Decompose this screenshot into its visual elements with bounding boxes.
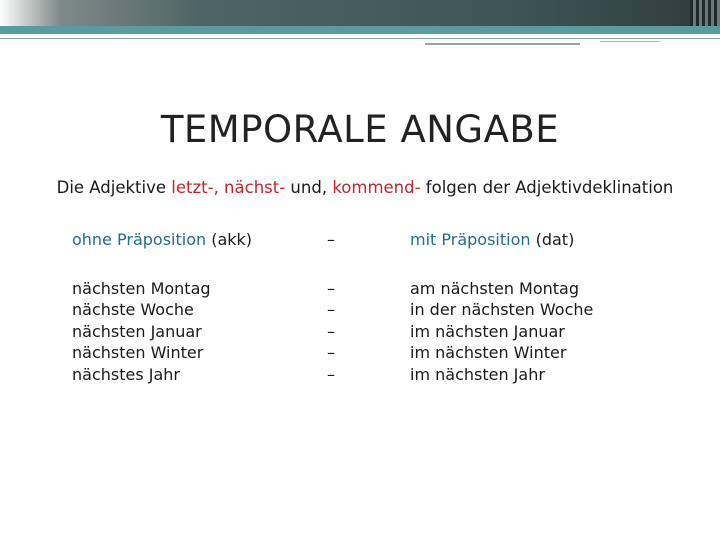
header-stripes: [690, 0, 720, 26]
right-header-term: mit Präposition: [410, 230, 531, 249]
list-item: im nächsten Jahr: [410, 364, 545, 384]
header-rule: [0, 38, 720, 39]
dash: –: [327, 321, 335, 341]
intro-suffix: folgen der Adjektivdeklination: [420, 178, 674, 197]
left-column-header: [72, 229, 252, 251]
intro-highlight-letzt-naechst: letzt-, nächst-: [171, 178, 286, 197]
list-item: nächsten Montag: [72, 278, 211, 298]
dash: –: [327, 278, 335, 298]
intro-highlight-kommend: kommend-: [332, 178, 421, 197]
middle-column: [327, 229, 335, 385]
dash: –: [327, 300, 335, 319]
intro-prefix: Die Adjektive: [56, 178, 172, 197]
intro-sentence: [0, 178, 720, 197]
left-header-case: (akk): [206, 230, 253, 249]
left-header-term: ohne Präposition: [72, 230, 207, 249]
right-column-header: [410, 229, 593, 251]
list-item: im nächsten Januar: [410, 321, 565, 341]
left-column: [72, 229, 252, 385]
list-item: nächsten Winter: [72, 343, 204, 362]
header-dash: –: [327, 230, 335, 249]
list-item: am nächsten Montag: [410, 278, 580, 298]
list-item: im nächsten Winter: [410, 343, 567, 362]
header-accent-bar: [0, 26, 720, 34]
header-rule-short: [425, 43, 580, 45]
list-item: nächste Woche: [72, 300, 194, 319]
dash: –: [327, 364, 335, 384]
dash: –: [327, 343, 335, 362]
intro-middle: und,: [285, 178, 333, 197]
right-column: [410, 229, 593, 385]
list-item: in der nächsten Woche: [410, 300, 594, 319]
header-rule-short-right: [600, 41, 660, 42]
list-item: nächstes Jahr: [72, 364, 180, 384]
list-item: nächsten Januar: [72, 321, 202, 341]
header-decoration-bar: [0, 0, 720, 26]
right-header-case: (dat): [530, 230, 575, 249]
slide-title: TEMPORALE ANGABE: [160, 108, 560, 151]
